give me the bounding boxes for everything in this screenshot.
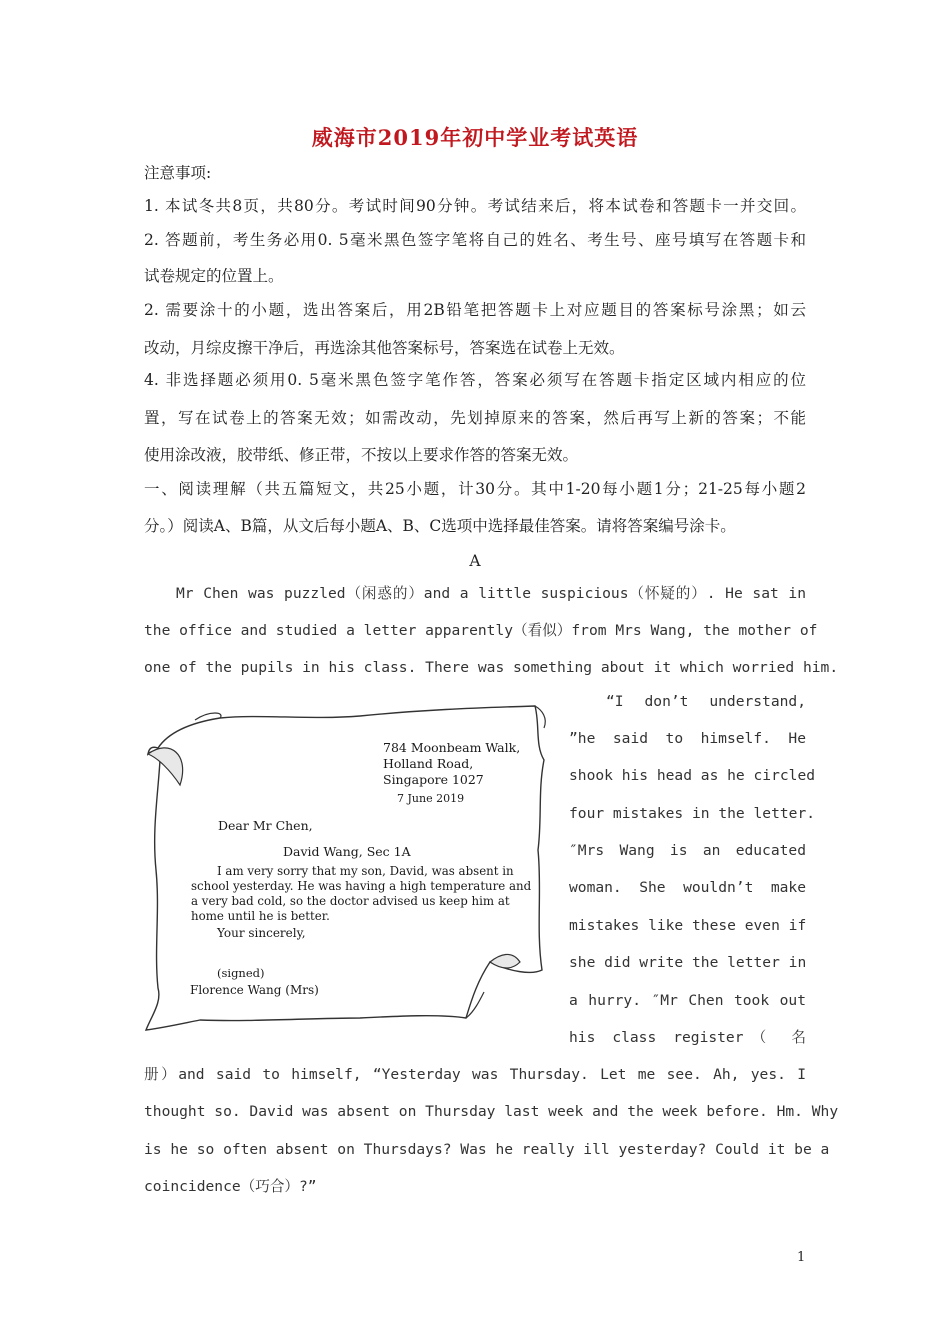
note-line: 试卷规定的位置上。 — [144, 267, 284, 285]
passage-line: coincidence（巧合）?” — [144, 1178, 317, 1195]
passage-line: she did write the letter in — [569, 954, 807, 971]
letter-body-line: I am very sorry that my son, David, was absent in — [217, 864, 514, 878]
passage-line: four mistakes in the letter. — [569, 805, 816, 822]
notes-heading: 注意事项: — [144, 164, 212, 182]
document-title: 威海市2019年初中学业考试英语 — [311, 125, 639, 150]
note-line: 1. 本试冬共8页，共80分。考试时间90分钟。考试结来后，将本试卷和答题卡一并交回。 — [144, 197, 806, 215]
letter-address-line: 784 Moonbeam Walk, — [383, 740, 521, 755]
passage-line: woman. She wouldn’t make — [569, 879, 806, 896]
passage-line: mistakes like these even if — [569, 917, 807, 934]
passage-line: the office and studied a letter apparently（看似）from Mrs Wang, the mother of — [144, 622, 818, 639]
letter-body-line: a very bad cold, so the doctor advised us keep him at — [191, 894, 510, 908]
note-line: 置，写在试卷上的答案无效；如需改动，先划掉原来的答案，然后再写上新的答案；不能 — [144, 409, 806, 427]
letter-closing: Your sincerely, — [217, 926, 306, 940]
passage-line: a hurry. ″Mr Chen took out — [569, 992, 806, 1009]
note-line: 改动，月综皮擦干净后，再选涂其他答案标号，答案选在试卷上无效。 — [144, 339, 625, 357]
passage-line: “I don’t understand, — [606, 693, 806, 710]
passage-line: ″Mrs Wang is an educated — [569, 842, 806, 859]
letter-body-line: school yesterday. He was having a high temperature and — [191, 879, 532, 893]
note-line: 使用涂改液，胶带纸、修正带，不按以上要求作答的答案无效。 — [144, 446, 579, 464]
letter-address-line: Holland Road, — [383, 756, 474, 771]
letter-illustration — [140, 700, 550, 1040]
note-line: 4. 非选择题必须用0. 5毫米黑色签字笔作答，答案必须写在答题卡指定区域内相应的位 — [144, 371, 806, 389]
passage-line: one of the pupils in his class. There was something about it which worried him. — [144, 659, 839, 676]
passage-line: Mr Chen was puzzled（闲惑的）and a little suspicious（怀疑的）. He sat in — [176, 585, 806, 602]
passage-line: 册）and said to himself, “Yesterday was Thursday. Let me see. Ah, yes. I — [144, 1066, 806, 1083]
letter-salutation: Dear Mr Chen, — [218, 818, 313, 833]
letter-signature: Florence Wang (Mrs) — [190, 983, 319, 997]
page-number: 1 — [797, 1250, 806, 1265]
note-line: 2. 答题前，考生务必用0. 5毫米黑色签字笔将自己的姓名、考生号、座号填写在答题卡和 — [144, 231, 806, 249]
section-heading: 一、阅读理解（共五篇短文，共25小题，计30分。其中1-20每小题1分；21-25每小题2 — [144, 480, 806, 498]
note-line: 2. 需要涂十的小题，选出答案后，用2B铅笔把答题卡上对应题目的答案标号涂黑；如云 — [144, 301, 806, 319]
section-instructions: 分。）阅读A、B篇，从文后每小题A、B、C选项中选择最佳答案。请将答案编号涂卡。 — [144, 517, 736, 535]
passage-line: his class register（ 名 — [569, 1029, 806, 1046]
letter-signed: (signed) — [217, 966, 265, 980]
passage-line: shook his head as he circled — [569, 767, 816, 784]
passage-line: ”he said to himself. He — [569, 730, 806, 747]
letter-body-line: home until he is better. — [191, 909, 330, 923]
letter-subject: David Wang, Sec 1A — [283, 844, 411, 859]
letter-address-line: Singapore 1027 — [383, 772, 484, 787]
letter-date: 7 June 2019 — [397, 792, 465, 805]
passage-line: is he so often absent on Thursdays? Was he really ill yesterday? Could it be a — [144, 1141, 830, 1158]
passage-label: A — [469, 552, 481, 570]
passage-line: thought so. David was absent on Thursday last week and the week before. Hm. Why — [144, 1103, 839, 1120]
